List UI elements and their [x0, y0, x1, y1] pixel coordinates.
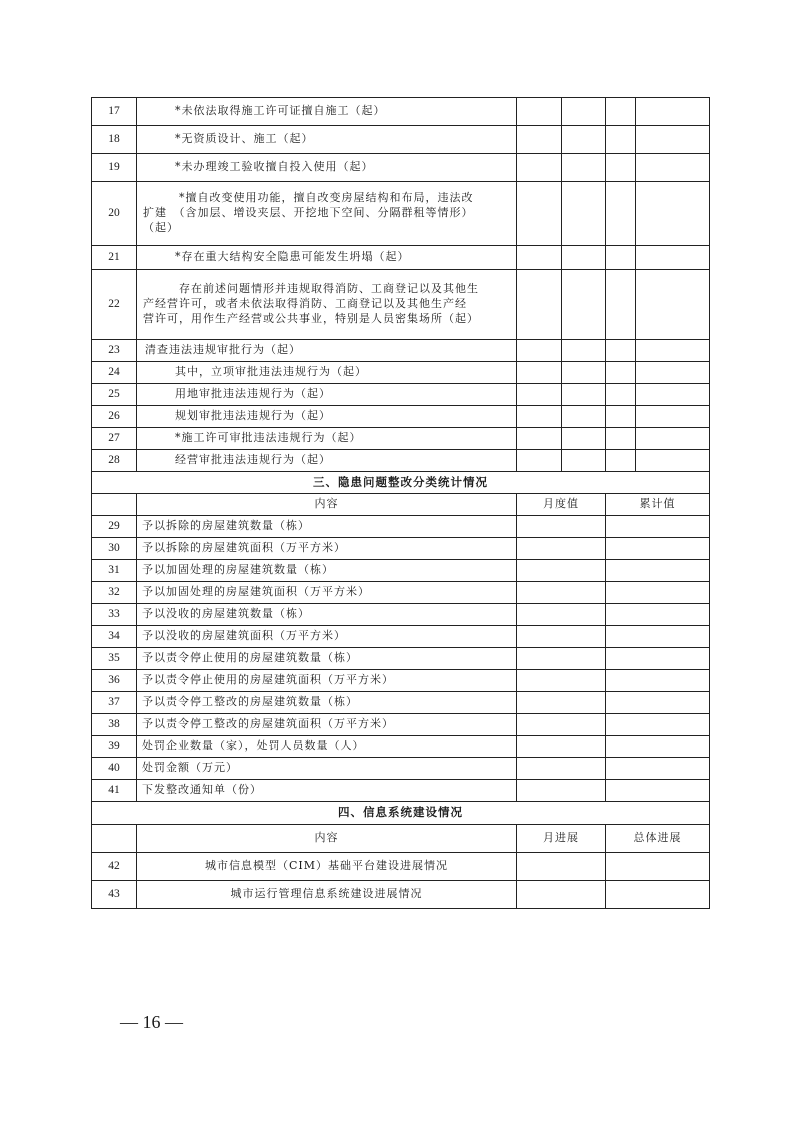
row-text: 予以责令停工整改的房屋建筑数量（栋） — [137, 692, 517, 714]
table-row — [92, 692, 710, 714]
table-row — [92, 246, 710, 270]
row-text: 予以加固处理的房屋建筑面积（万平方米） — [137, 582, 517, 604]
table-row — [92, 758, 710, 780]
row-number: 43 — [92, 881, 137, 909]
row-number: 34 — [92, 626, 137, 648]
table-row — [92, 582, 710, 604]
table-row — [92, 626, 710, 648]
row-number: 21 — [92, 246, 137, 270]
row-text: 予以加固处理的房屋建筑数量（栋） — [137, 560, 517, 582]
row-text: 存在前述问题情形并违规取得消防、工商登记以及其他生 产经营许可，或者未依法取得消防、工商登记以及其他生产经 营许可，用作生产经营或公共事业，特别是人员密集场所（起） — [137, 270, 517, 340]
row-number: 30 — [92, 538, 137, 560]
table-row — [92, 98, 710, 126]
page-number: — 16 — — [120, 1012, 183, 1032]
row-number: 29 — [92, 516, 137, 538]
row-number: 17 — [92, 98, 137, 126]
table-row — [92, 853, 710, 881]
table-row — [92, 604, 710, 626]
row-text: 城市运行管理信息系统建设进展情况 — [137, 881, 517, 909]
row-number: 32 — [92, 582, 137, 604]
row-text: 予以责令停止使用的房屋建筑数量（栋） — [137, 648, 517, 670]
header-monthly-progress: 月进展 — [517, 825, 606, 853]
row-text: 予以没收的房屋建筑面积（万平方米） — [137, 626, 517, 648]
row-number: 24 — [92, 362, 137, 384]
row-text: 予以拆除的房屋建筑面积（万平方米） — [137, 538, 517, 560]
section-title: 四、信息系统建设情况 — [92, 802, 710, 825]
row-number: 25 — [92, 384, 137, 406]
row-number: 33 — [92, 604, 137, 626]
row-text: 处罚企业数量（家），处罚人员数量（人） — [137, 736, 517, 758]
row-number: 41 — [92, 780, 137, 802]
row-number: 31 — [92, 560, 137, 582]
header-monthly: 月度值 — [517, 494, 606, 516]
table-row — [92, 362, 710, 384]
table-header-row — [92, 825, 710, 853]
row-number: 35 — [92, 648, 137, 670]
row-text: *存在重大结构安全隐患可能发生坍塌（起） — [137, 246, 517, 270]
row-text: 经营审批违法违规行为（起） — [137, 450, 517, 472]
row-number: 38 — [92, 714, 137, 736]
table-row — [92, 516, 710, 538]
row-text: 其中，立项审批违法违规行为（起） — [137, 362, 517, 384]
statistics-table — [91, 97, 710, 909]
row-text: 城市信息模型（CIM）基础平台建设进展情况 — [137, 853, 517, 881]
row-text: 清查违法违规审批行为（起） — [137, 340, 517, 362]
row-number: 37 — [92, 692, 137, 714]
row-number: 18 — [92, 126, 137, 154]
row-text: *施工许可审批违法违规行为（起） — [137, 428, 517, 450]
section-title-row — [92, 802, 710, 825]
row-text: 予以没收的房屋建筑数量（栋） — [137, 604, 517, 626]
table-row — [92, 154, 710, 182]
row-text: 予以责令停工整改的房屋建筑面积（万平方米） — [137, 714, 517, 736]
section-title: 三、隐患问题整改分类统计情况 — [92, 472, 710, 494]
header-cumulative: 累计值 — [606, 494, 710, 516]
header-content: 内容 — [137, 494, 517, 516]
row-number: 20 — [92, 182, 137, 246]
section-title-row — [92, 472, 710, 494]
table-row — [92, 126, 710, 154]
row-number: 23 — [92, 340, 137, 362]
row-number: 36 — [92, 670, 137, 692]
header-content: 内容 — [137, 825, 517, 853]
table-row — [92, 714, 710, 736]
table-row — [92, 780, 710, 802]
header-overall-progress: 总体进展 — [606, 825, 710, 853]
row-text: *未办理竣工验收擅自投入使用（起） — [137, 154, 517, 182]
row-text: *无资质设计、施工（起） — [137, 126, 517, 154]
row-number: 42 — [92, 853, 137, 881]
row-number: 27 — [92, 428, 137, 450]
row-text: 用地审批违法违规行为（起） — [137, 384, 517, 406]
row-text: 规划审批违法违规行为（起） — [137, 406, 517, 428]
table-row — [92, 428, 710, 450]
row-text: *未依法取得施工许可证擅自施工（起） — [137, 98, 517, 126]
table-row — [92, 270, 710, 340]
row-number: 19 — [92, 154, 137, 182]
table-row — [92, 406, 710, 428]
table-row — [92, 450, 710, 472]
table-row — [92, 560, 710, 582]
table-row — [92, 648, 710, 670]
row-text: 予以拆除的房屋建筑数量（栋） — [137, 516, 517, 538]
row-number: 39 — [92, 736, 137, 758]
row-number: 26 — [92, 406, 137, 428]
row-number: 22 — [92, 270, 137, 340]
table-row — [92, 736, 710, 758]
row-text: 处罚金额（万元） — [137, 758, 517, 780]
table-row — [92, 182, 710, 246]
table-row — [92, 881, 710, 909]
table-row — [92, 384, 710, 406]
row-number: 28 — [92, 450, 137, 472]
table-row — [92, 340, 710, 362]
table-header-row — [92, 494, 710, 516]
table-row — [92, 670, 710, 692]
row-text: 下发整改通知单（份） — [137, 780, 517, 802]
table-row — [92, 538, 710, 560]
row-text: *擅自改变使用功能，擅自改变房屋结构和布局，违法改 扩建 （含加层、增设夹层、开挖地下空间、分隔群租等情形） （起） — [137, 182, 517, 246]
row-number: 40 — [92, 758, 137, 780]
row-text: 予以责令停止使用的房屋建筑面积（万平方米） — [137, 670, 517, 692]
